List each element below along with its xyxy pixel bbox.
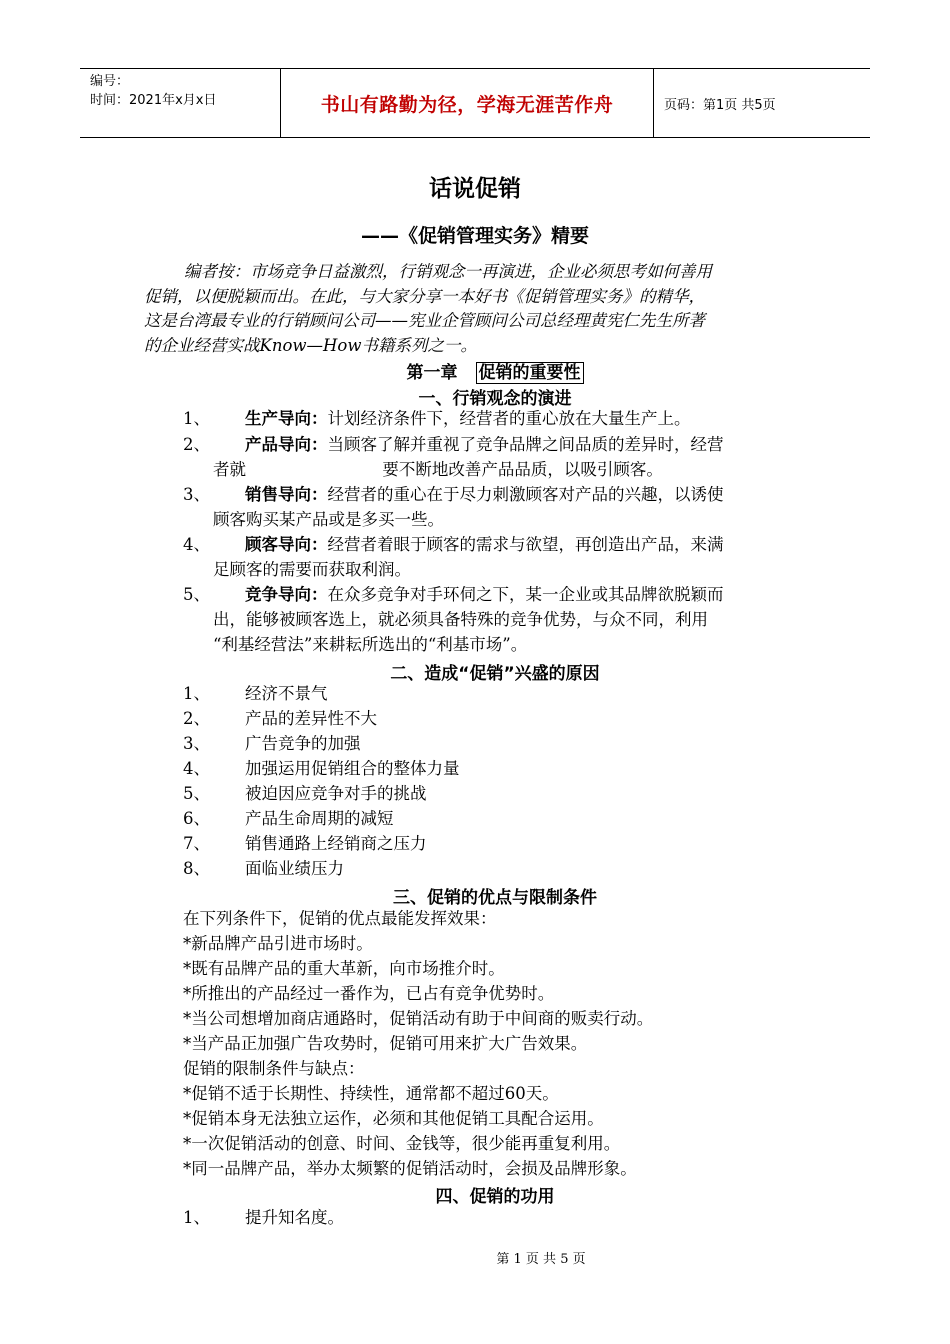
list-item [183, 706, 808, 731]
header-page-info: 页码：第1页 共5页 [664, 97, 776, 113]
list-item [183, 831, 808, 856]
item-text: 经营者着眼于顾客的需求与欲望，再创造出产品，来满 [327, 535, 724, 554]
item-continuation: 顾客购买某产品或是多买一些。 [213, 510, 444, 529]
item-number: 8、 [183, 859, 210, 878]
item-number: 7、 [183, 834, 210, 853]
item-number: 3、 [183, 734, 210, 753]
header-meta [80, 69, 281, 137]
paragraph-line: *促销本身无法独立运作，必须和其他促销工具配合运用。 [183, 1109, 604, 1128]
item-text: 经济不景气 [245, 684, 328, 703]
time-label: 时间：2021年x月x日 [90, 93, 217, 108]
item-number: 1、 [183, 684, 210, 703]
paragraph-line: *所推出的产品经过一番作为，已占有竞争优势时。 [183, 984, 555, 1003]
editor-note-line: 这是台湾最专业的行销顾问公司——宪业企管顾问公司总经理黄宪仁先生所著 [144, 311, 705, 330]
item-text: 产品生命周期的减短 [245, 809, 394, 828]
item-number: 1、 [183, 409, 210, 428]
item-text: 加强运用促销组合的整体力量 [245, 759, 460, 778]
list-item [183, 856, 808, 881]
chapter-label: 第一章 [406, 363, 458, 383]
item-number: 2、 [183, 709, 210, 728]
page-footer: 第 1 页 共 5 页 [496, 1252, 586, 1267]
item-keyword: 竞争导向： [245, 585, 328, 604]
item-text: 计划经济条件下，经营者的重心放在大量生产上。 [327, 409, 691, 428]
section-heading: 四、促销的功用 [435, 1187, 555, 1207]
item-keyword: 生产导向： [245, 409, 328, 428]
item-text: 提升知名度。 [245, 1208, 344, 1227]
item-continuation: 出，能够被顾客选上，就必须具备特殊的竞争优势，与众不同，利用 [213, 610, 708, 629]
editor-note [144, 260, 810, 358]
list-item [183, 432, 808, 482]
list-item [183, 806, 808, 831]
item-number: 4、 [183, 759, 210, 778]
item-number: 4、 [183, 535, 210, 554]
item-number: 3、 [183, 485, 210, 504]
paragraph-line: *同一品牌产品，举办太频繁的促销活动时，会损及品牌形象。 [183, 1159, 637, 1178]
item-text: 销售通路上经销商之压力 [245, 834, 427, 853]
item-keyword: 顾客导向： [245, 535, 328, 554]
list-item [183, 1205, 808, 1230]
chapter-heading [0, 358, 950, 383]
paragraph-line: *当产品正加强广告攻势时，促销可用来扩大广告效果。 [183, 1034, 588, 1053]
item-number: 6、 [183, 809, 210, 828]
document-subtitle: ——《促销管理实务》精要 [360, 225, 589, 247]
list-item [183, 731, 808, 756]
number-label: 编号： [90, 74, 130, 89]
header-motto: 书山有路勤为径，学海无涯苦作舟 [281, 69, 654, 137]
editor-note-line: 促销，以便脱颖而出。在此，与大家分享一本好书《促销管理实务》的精华， [144, 286, 705, 306]
item-text: 经营者的重心在于尽力刺激顾客对产品的兴趣，以诱使 [327, 485, 724, 504]
item-number: 1、 [183, 1208, 210, 1227]
item-number: 2、 [183, 435, 210, 454]
item-text: 在众多竞争对手环伺之下，某一企业或其品牌欲脱颖而 [327, 585, 724, 604]
editor-note-line: 编者按：市场竞争日益激烈，行销观念一再演进，企业必须思考如何善用 [184, 262, 712, 281]
paragraph-line: *当公司想增加商店通路时，促销活动有助于中间商的贩卖行动。 [183, 1009, 654, 1028]
item-continuation: “利基经营法”来耕耘所选出的“利基市场”。 [213, 635, 528, 654]
item-keyword: 销售导向： [245, 485, 328, 504]
list-item [183, 406, 808, 431]
item-text: 面临业绩压力 [245, 859, 344, 878]
chapter-title: 促销的重要性 [476, 362, 584, 384]
item-continuation: 足顾客的需要而获取利润。 [213, 560, 411, 579]
paragraph-line: 促销的限制条件与缺点： [183, 1059, 365, 1078]
document-title: 话说促销 [429, 176, 521, 202]
paragraph-line: 在下列条件下，促销的优点最能发挥效果： [183, 909, 497, 928]
list-item [183, 681, 808, 706]
editor-note-line: 的企业经营实战Know—How书籍系列之一。 [144, 335, 477, 355]
section-heading: 二、造成“促销”兴盛的原因 [390, 664, 600, 684]
item-keyword: 产品导向： [245, 435, 328, 454]
list-item [183, 781, 808, 806]
item-number: 5、 [183, 784, 210, 803]
list-item [183, 532, 808, 582]
section-heading: 三、促销的优点与限制条件 [393, 888, 597, 908]
paragraph-line: *既有品牌产品的重大革新，向市场推介时。 [183, 959, 505, 978]
paragraph-line: *新品牌产品引进市场时。 [183, 934, 373, 953]
item-text: 广告竞争的加强 [245, 734, 361, 753]
paragraph-line: *一次促销活动的创意、时间、金钱等，很少能再重复利用。 [183, 1134, 621, 1153]
list-item [183, 482, 808, 532]
item-continuation: 者就 要不断地改善产品品质，以吸引顾客。 [213, 460, 663, 479]
list-item [183, 582, 808, 657]
paragraph-line: *促销不适于长期性、持续性，通常都不超过60天。 [183, 1084, 559, 1103]
item-text: 产品的差异性不大 [245, 709, 377, 728]
page-header [80, 68, 870, 138]
item-text: 被迫因应竞争对手的挑战 [245, 784, 427, 803]
list-item [183, 756, 808, 781]
item-text: 当顾客了解并重视了竞争品牌之间品质的差异时，经营 [327, 435, 724, 454]
item-number: 5、 [183, 585, 210, 604]
section-heading: 一、行销观念的演进 [418, 389, 572, 409]
